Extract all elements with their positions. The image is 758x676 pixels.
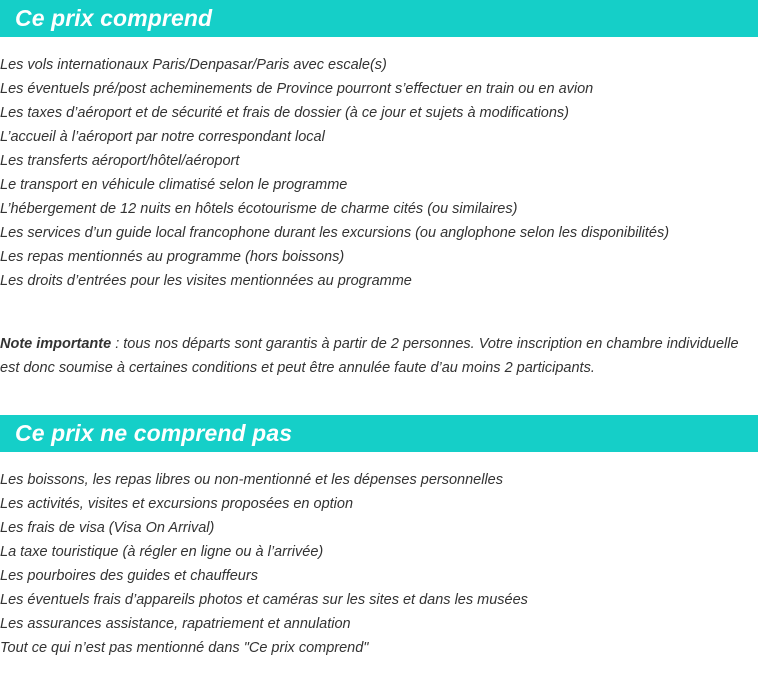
includes-list (0, 53, 669, 293)
list-item: Les boissons, les repas libres ou non-mentionné et les dépenses personnelles (0, 472, 503, 488)
list-item: L’accueil à l’aéroport par notre correspondant local (0, 129, 325, 145)
list-item: Les éventuels pré/post acheminements de Province pourront s’effectuer en train ou en avion (0, 81, 594, 97)
list-item: Les frais de visa (Visa On Arrival) (0, 520, 215, 536)
list-item: Le transport en véhicule climatisé selon le programme (0, 177, 348, 193)
list-item: Les droits d’entrées pour les visites mentionnées au programme (0, 273, 412, 289)
important-note (0, 332, 756, 380)
note-label: Note importante (0, 335, 112, 352)
list-item: Les vols internationaux Paris/Denpasar/Paris avec escale(s) (0, 57, 387, 73)
list-item: La taxe touristique (à régler en ligne ou à l’arrivée) (0, 544, 324, 560)
list-item: Les taxes d’aéroport et de sécurité et frais de dossier (à ce jour et sujets à modifications) (0, 105, 570, 121)
list-item: Les éventuels frais d’appareils photos et caméras sur les sites et dans les musées (0, 592, 528, 608)
list-item: L’hébergement de 12 nuits en hôtels écotourisme de charme cités (ou similaires) (0, 201, 518, 217)
list-item: Les activités, visites et excursions proposées en option (0, 496, 354, 512)
note-text: : tous nos départs sont garantis à partir de 2 personnes. Votre inscription en chambre individuelle est donc soumise à certaines conditions et peut être annulée faute d’au moins 2 participants. (0, 335, 739, 376)
list-item: Les assurances assistance, rapatriement et annulation (0, 616, 351, 632)
excludes-list (0, 468, 528, 660)
list-item: Les services d’un guide local francophone durant les excursions (ou anglophone selon les disponibilités) (0, 225, 670, 241)
list-item: Tout ce qui n’est pas mentionné dans "Ce prix comprend" (0, 640, 369, 656)
excludes-title: Ce prix ne comprend pas (15, 420, 293, 446)
list-item: Les repas mentionnés au programme (hors boissons) (0, 249, 345, 265)
list-item: Les pourboires des guides et chauffeurs (0, 568, 258, 584)
excludes-header (0, 415, 758, 452)
includes-title: Ce prix comprend (15, 5, 213, 31)
includes-header (0, 0, 758, 37)
list-item: Les transferts aéroport/hôtel/aéroport (0, 153, 240, 169)
